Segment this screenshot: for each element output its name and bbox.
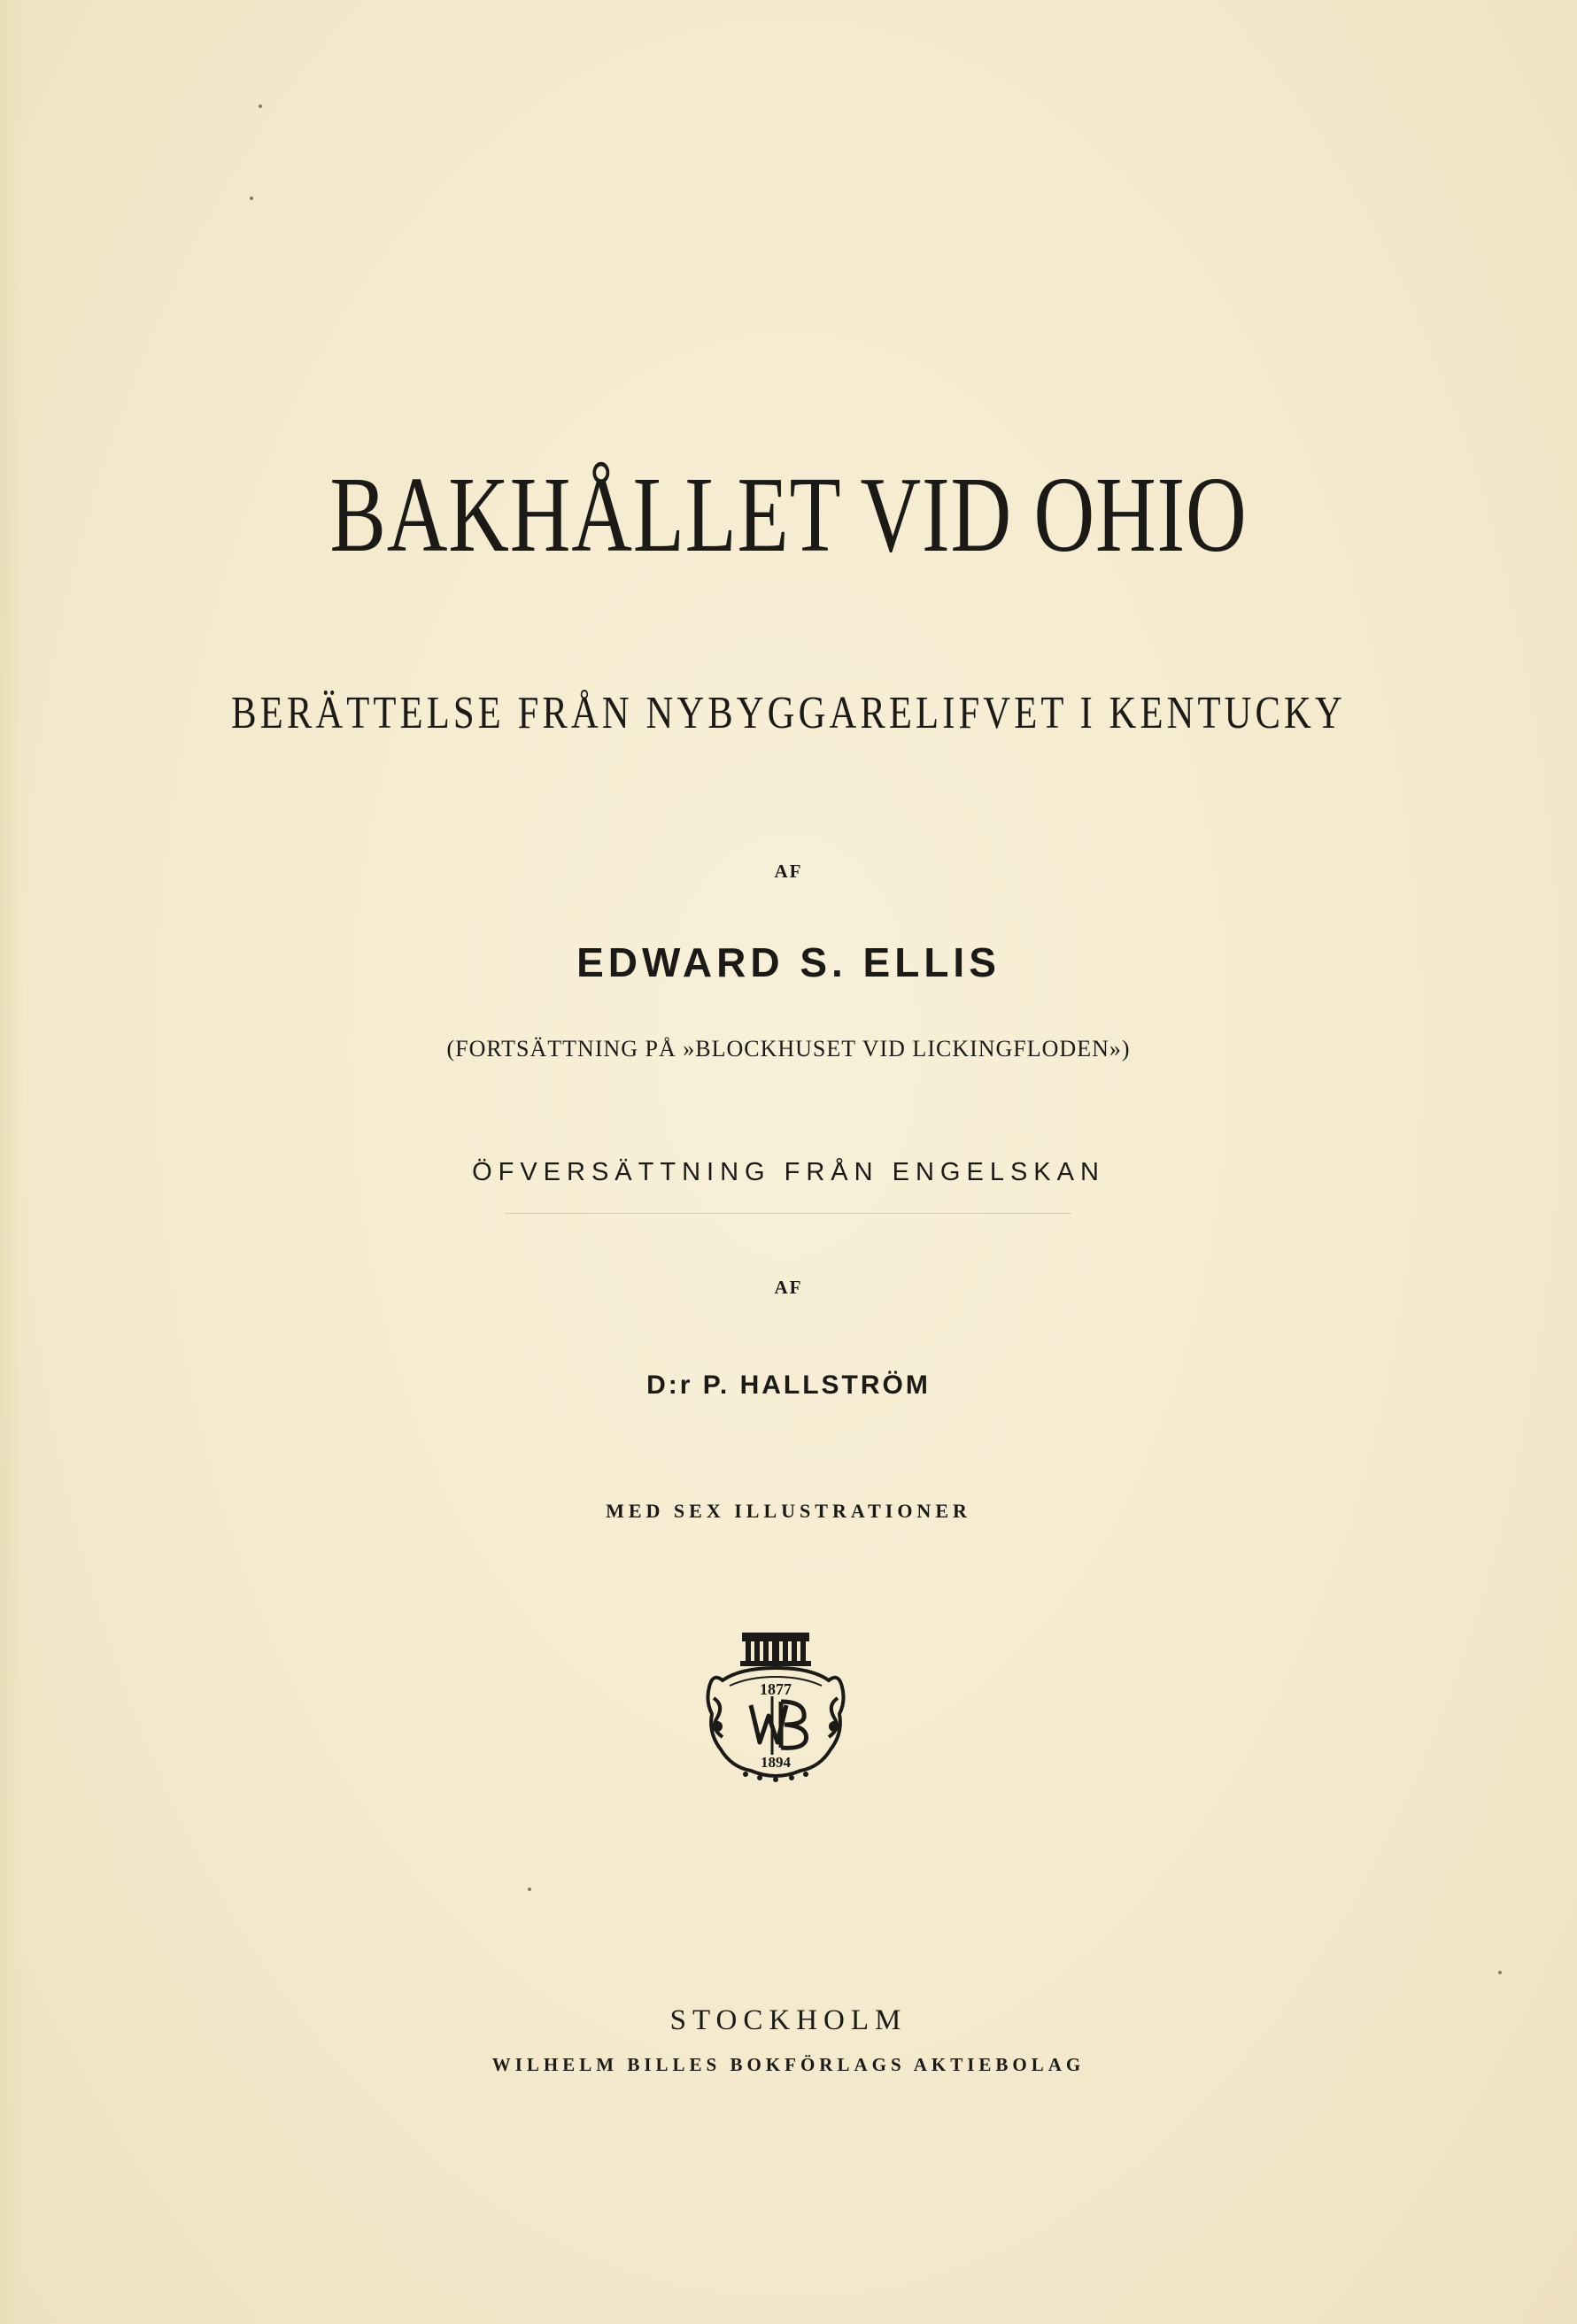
continuation-note: (FORTSÄTTNING PÅ »BLOCKHUSET VID LICKINGFLODEN») [446, 1036, 1131, 1062]
translator-name: D:r P. HALLSTRÖM [646, 1370, 931, 1400]
faint-divider [505, 1213, 1071, 1214]
book-title: BAKHÅLLET VID OHIO [329, 455, 1248, 575]
author-name: EDWARD S. ELLIS [576, 939, 1001, 985]
translator-by-label: AF [774, 1277, 803, 1298]
publisher-name: WILHELM BILLES BOKFÖRLAGS AKTIEBOLAG [491, 2054, 1086, 2075]
paper-speck [1498, 1971, 1502, 1974]
author-by-label: AF [774, 861, 803, 882]
emblem-year-top: 1877 [760, 1680, 792, 1698]
book-subtitle: BERÄTTELSE FRÅN NYBYGGARELIFVET I KENTUCKY [231, 688, 1346, 738]
paper-speck [250, 197, 253, 200]
emblem-year-bottom: 1894 [761, 1754, 791, 1771]
publisher-seal-emblem-icon [696, 1627, 855, 1787]
paper-speck [259, 104, 262, 108]
paper-speck [528, 1888, 531, 1891]
translation-note: ÖFVERSÄTTNING FRÅN ENGELSKAN [472, 1158, 1105, 1186]
publication-city: STOCKHOLM [669, 2004, 908, 2036]
illustrations-note: MED SEX ILLUSTRATIONER [606, 1500, 971, 1522]
